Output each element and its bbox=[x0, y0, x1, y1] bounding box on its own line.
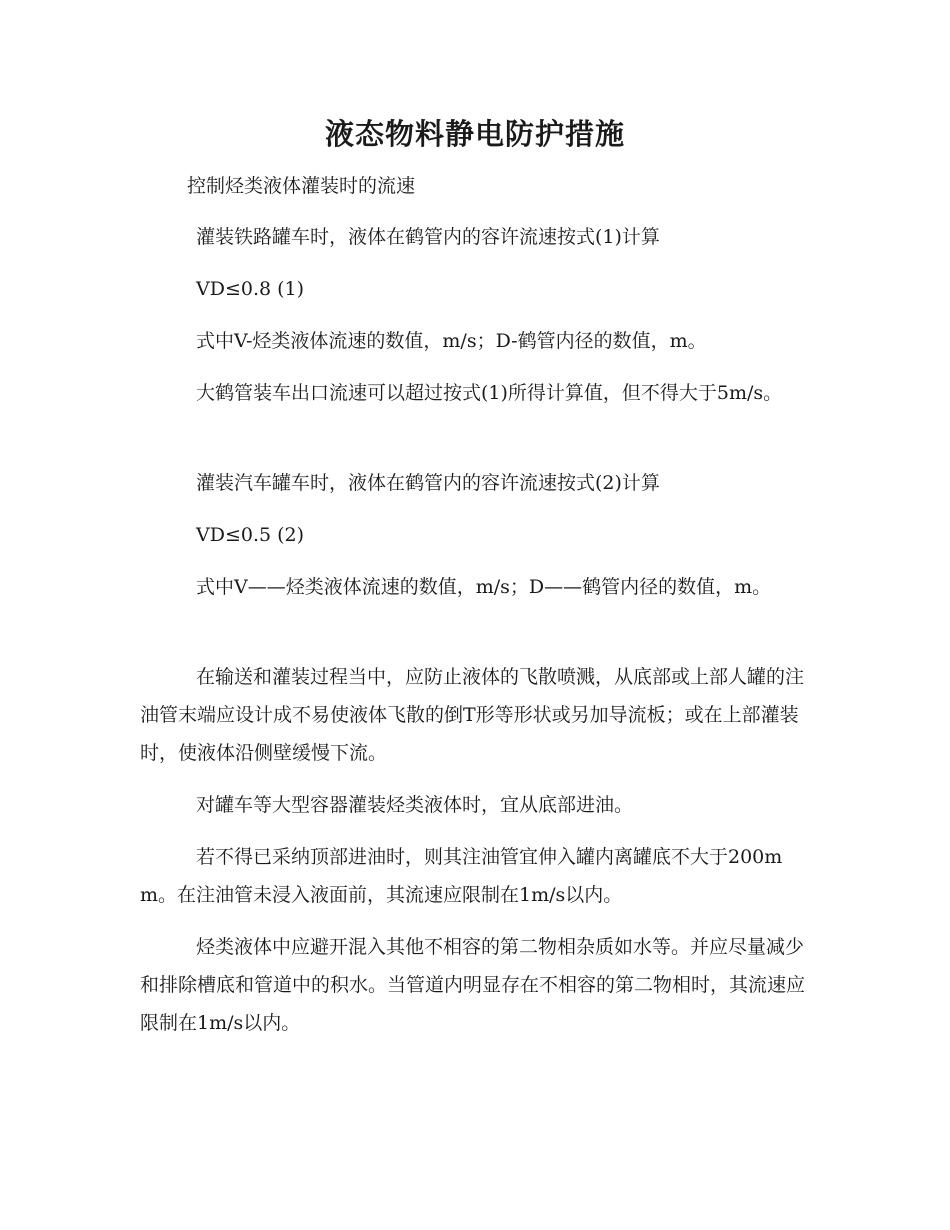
paragraph: 式中V——烃类液体流速的数值，m/s；D——鹤管内径的数值，m。 bbox=[196, 576, 772, 598]
paragraph: 灌装汽车罐车时，液体在鹤管内的容许流速按式(2)计算 bbox=[196, 472, 660, 494]
document-title: 液态物料静电防护措施 bbox=[324, 117, 625, 151]
paragraph: 烃类液体中应避开混入其他不相容的第二物相杂质如水等。并应尽量减少和排除槽底和管道中的积水。当管道内明显存在不相容的第二物相时，其流速应限制在1m/s以内。 bbox=[140, 936, 806, 1034]
section-subheading: 控制烃类液体灌装时的流速 bbox=[187, 175, 416, 197]
paragraph: 式中V-烃类液体流速的数值，m/s；D-鹤管内径的数值，m。 bbox=[196, 330, 707, 352]
paragraph: 灌装铁路罐车时，液体在鹤管内的容许流速按式(1)计算 bbox=[196, 226, 660, 248]
paragraph: 大鹤管装车出口流速可以超过按式(1)所得计算值，但不得大于5m/s。 bbox=[196, 382, 783, 404]
formula-line: VD≤0.5 (2) bbox=[196, 524, 305, 546]
paragraph: 若不得已采纳顶部进油时，则其注油管宜伸入罐内离罐底不大于200mm。在注油管未浸入液面前，其流速应限制在1m/s以内。 bbox=[140, 846, 783, 906]
paragraph: 在输送和灌装过程当中，应防止液体的飞散喷溅，从底部或上部人罐的注油管末端应设计成不易使液体飞散的倒T形等形状或另加导流板；或在上部灌装时，使液体沿侧壁缓慢下流。 bbox=[140, 666, 805, 764]
paragraph: 对罐车等大型容器灌装烃类液体时，宜从底部进油。 bbox=[196, 794, 634, 816]
formula-line: VD≤0.8 (1) bbox=[196, 278, 305, 300]
